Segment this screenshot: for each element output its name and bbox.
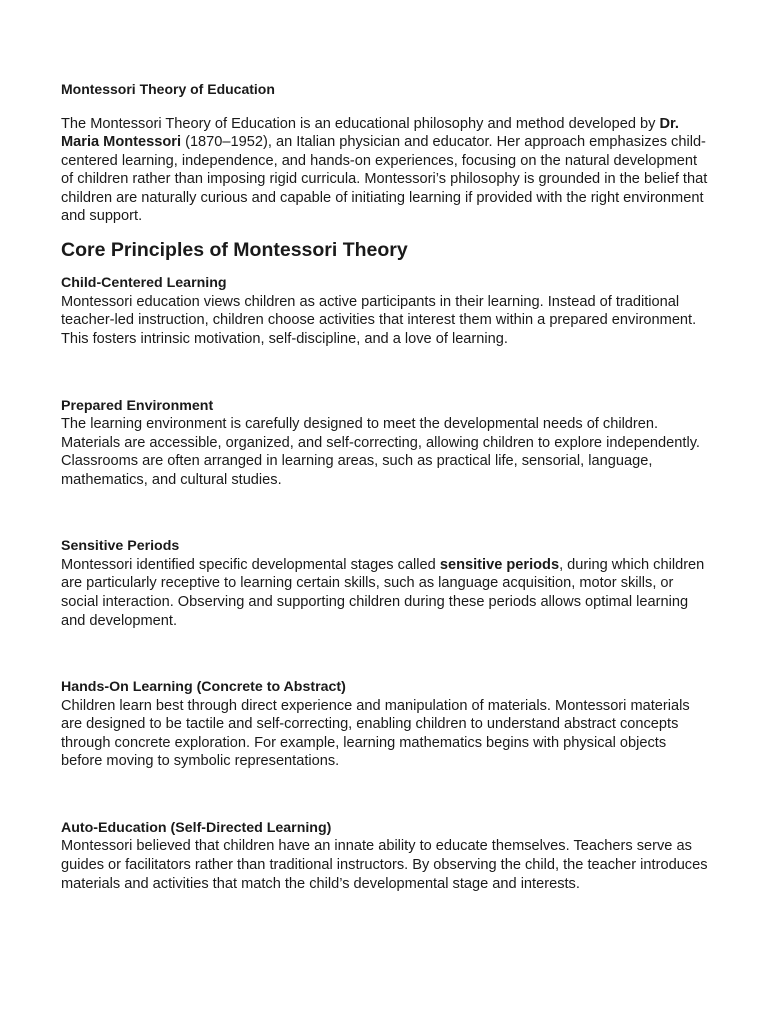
- intro-text-part1: The Montessori Theory of Education is an educational philosophy and method developed by: [61, 116, 660, 132]
- intro-bold-name: Dr. Maria Montessori: [61, 116, 679, 151]
- intro-text-part2: (1870–1952), an Italian physician and educator. Her approach emphasizes child-centered learning, independence, and hands-on experiences, focusing on the natural development of children rather than imposing rigid curricula. Montessori’s philosophy is grounded in the belief that children are naturally curious and capable of initiating learning if provided with the right environment and support.: [61, 134, 708, 225]
- principle-title: Child-Centered Learning: [61, 275, 227, 292]
- principle-hands-on: [61, 678, 711, 771]
- document-page: [61, 80, 711, 893]
- principle-child-centered: [61, 274, 711, 348]
- principle-body: Montessori education views children as active participants in their learning. Instead of traditional teacher-led instruction, children choose activities that interest them within a prepared environment. This fosters intrinsic motivation, self-discipline, and a love of learning.: [61, 293, 697, 348]
- principle-body: The learning environment is carefully designed to meet the developmental needs of children. Materials are accessible, organized, and self-correcting, allowing children to explore independently. Classrooms are often arranged in learning areas, such as practical life, sensorial, language, mathematics, and cultural studies.: [61, 416, 700, 488]
- principle-prepared-environment: [61, 397, 711, 490]
- principle-auto-education: [61, 819, 711, 893]
- principle-body: Children learn best through direct experience and manipulation of materials. Montessori materials are designed to be tactile and self-correcting, enabling children to understand abstract concepts through concrete exploration. For example, learning mathematics begins with physical objects before moving to symbolic representations.: [61, 697, 690, 770]
- principle-body: Montessori believed that children have an innate ability to educate themselves. Teachers serve as guides or facilitators rather than traditional instructors. By observing the child, the teacher introduces materials and activities that match the child’s developmental stage and interests.: [61, 838, 708, 892]
- principle-body: [61, 556, 711, 630]
- principle-body-part2: , during which children are particularly receptive to learning certain skills, such as language acquisition, motor skills, or social interaction. Observing and supporting children during these periods allows optimal learning and development.: [61, 556, 705, 629]
- spacer: [61, 349, 711, 397]
- principle-title: Auto-Education (Self-Directed Learning): [61, 819, 332, 836]
- principle-body-part1: Montessori identified specific developmental stages called: [61, 556, 440, 573]
- spacer: [61, 489, 711, 537]
- intro-paragraph: [61, 115, 711, 225]
- principle-title: Sensitive Periods: [61, 538, 180, 555]
- principle-title: Prepared Environment: [61, 397, 214, 414]
- principle-sensitive-periods: [61, 537, 711, 630]
- section-heading: Core Principles of Montessori Theory: [61, 239, 408, 262]
- principle-title: Hands-On Learning (Concrete to Abstract): [61, 679, 346, 696]
- spacer: [61, 630, 711, 678]
- document-title: Montessori Theory of Education: [61, 81, 275, 97]
- principle-body-bold: sensitive periods: [439, 556, 560, 573]
- spacer: [61, 771, 711, 819]
